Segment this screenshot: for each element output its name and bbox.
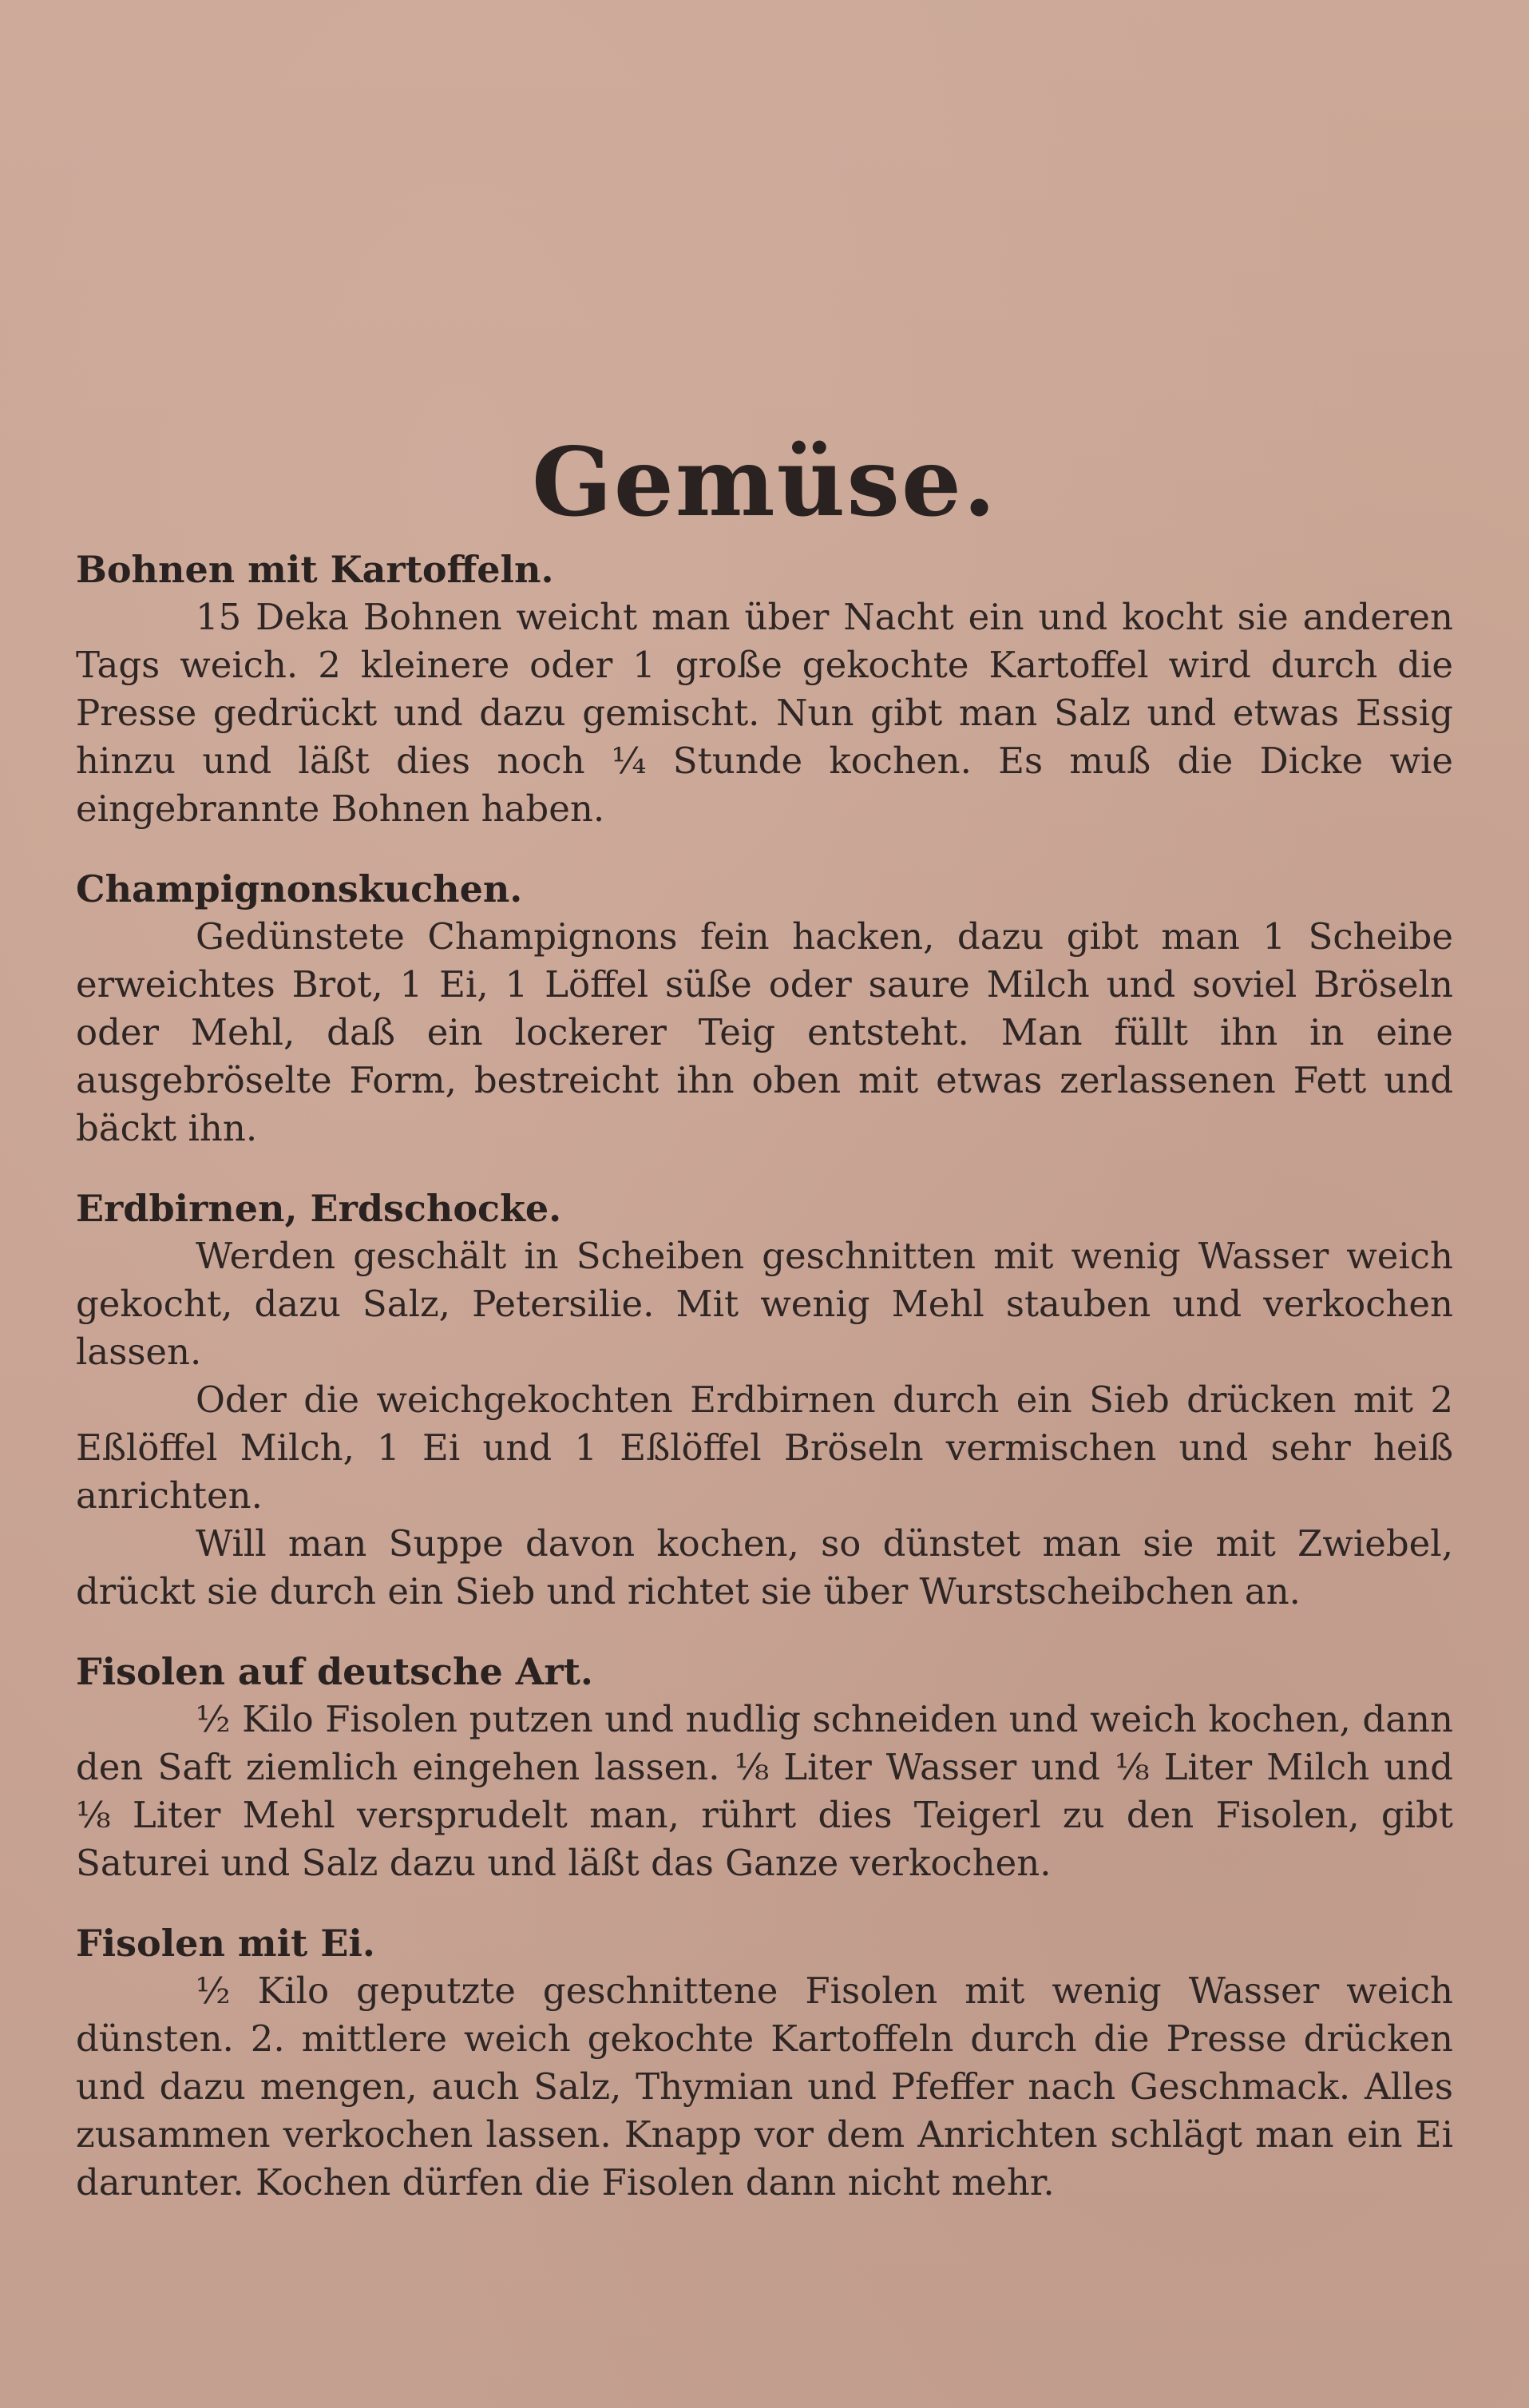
recipe-champignonskuchen [76, 865, 1453, 1152]
recipe-heading: Fisolen auf deutsche Art. [76, 1650, 593, 1693]
recipe-paragraph: 15 Deka Bohnen weicht man über Nacht ein und kocht sie anderen Tags weich. 2 kleinere oder 1 große gekochte Kartoffel wird durch die Presse gedrückt und dazu gemischt. Nun gibt man Salz und etwas Essig hinzu und läßt dies noch ¼ Stunde kochen. Es muß die Dicke wie eingebrannte Bohnen haben. [76, 596, 1453, 830]
page-title: Gemüse. [531, 426, 998, 538]
recipe-fisolen-mit-ei [76, 1919, 1453, 2207]
recipe-heading: Champignonskuchen. [76, 867, 523, 910]
recipe-fisolen-auf-deutsche-art [76, 1648, 1453, 1887]
recipe-paragraph: Will man Suppe davon kochen, so dünstet man sie mit Zwiebel, drückt sie durch ein Sieb und richtet sie über Wurstscheibchen an. [76, 1522, 1453, 1613]
recipe-paragraph: Gedünstete Champignons fein hacken, dazu gibt man 1 Scheibe erweichtes Brot, 1 Ei, 1 Löffel süße oder saure Milch und soviel Bröseln oder Mehl, daß ein lockerer Teig entsteht. Man füllt ihn in eine ausgebröselte Form, bestreicht ihn oben mit etwas zerlassenen Fett und bäckt ihn. [76, 915, 1453, 1149]
recipe-paragraph: Oder die weichgekochten Erdbirnen durch ein Sieb drücken mit 2 Eßlöffel Milch, 1 Ei und 1 Eßlöffel Bröseln vermischen und sehr heiß anrichten. [76, 1379, 1453, 1517]
recipe-heading: Erdbirnen, Erdschocke. [76, 1187, 562, 1230]
recipe-heading: Bohnen mit Kartoffeln. [76, 548, 554, 591]
recipe-paragraph: ½ Kilo Fisolen putzen und nudlig schneiden und weich kochen, dann den Saft ziemlich eingehen lassen. ⅛ Liter Wasser und ⅛ Liter Milch und ⅛ Liter Mehl versprudelt man, rührt dies Teigerl zu den Fisolen, gibt Saturei und Salz dazu und läßt das Ganze verkochen. [76, 1698, 1453, 1884]
recipe-bohnen-mit-kartoffeln [76, 545, 1453, 833]
recipe-erdbirnen [76, 1184, 1453, 1616]
book-page [76, 0, 1453, 2408]
recipe-paragraph: ½ Kilo geputzte geschnittene Fisolen mit wenig Wasser weich dünsten. 2. mittlere weich gekochte Kartoffeln durch die Presse drücken und dazu mengen, auch Salz, Thymian und Pfeffer nach Geschmack. Alles zusammen verkochen lassen. Knapp vor dem Anrichten schlägt man ein Ei darunter. Kochen dürfen die Fisolen dann nicht mehr. [76, 1970, 1453, 2204]
recipe-heading: Fisolen mit Ei. [76, 1922, 375, 1965]
recipe-paragraph: Werden geschält in Scheiben geschnitten mit wenig Wasser weich gekocht, dazu Salz, Petersilie. Mit wenig Mehl stauben und verkochen lassen. [76, 1235, 1453, 1373]
